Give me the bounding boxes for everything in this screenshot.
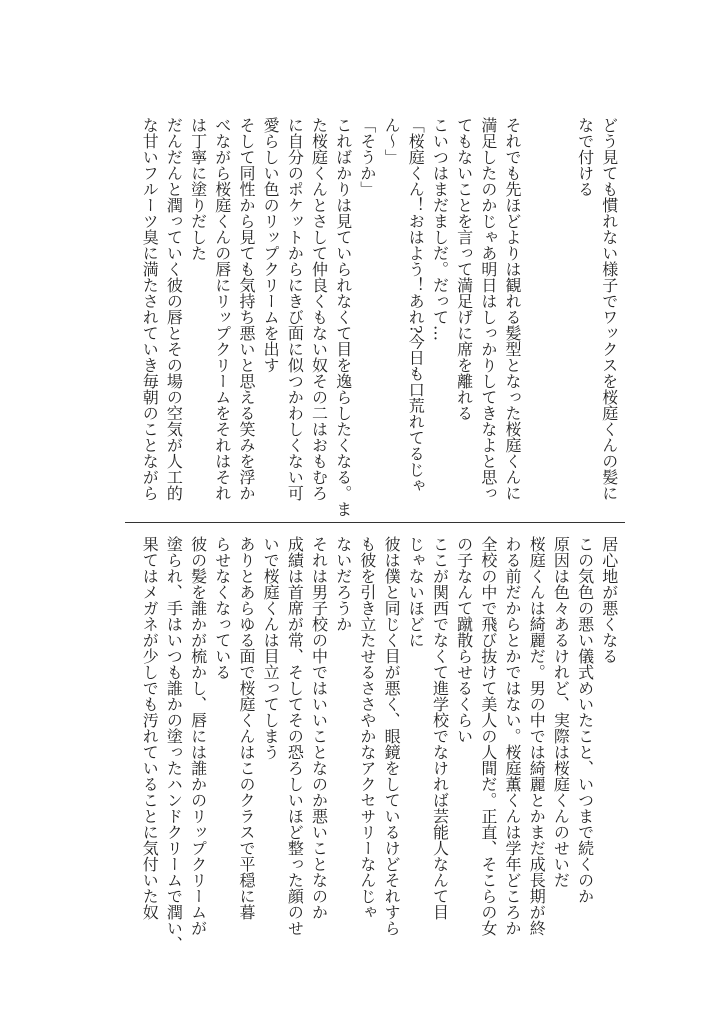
- text-line: 果てはメガネが少しでも汚れていることに気付いた奴: [140, 536, 160, 920]
- bottom-text-block: [137, 536, 621, 952]
- text-line: べながら桜庭くんの唇にリップクリームをそれはそれ: [212, 117, 232, 501]
- text-line: 塗られ、手はいつも誰かの塗ったハンドクリームで潤い、: [164, 536, 184, 952]
- text-line: の子なんて蹴散らせるくらい: [454, 536, 474, 744]
- text-line: だんだんと潤っていく彼の唇とその場の空気が人工的: [164, 117, 184, 501]
- text-line: らせなくなっている: [212, 536, 232, 680]
- text-line: に自分のポケットからにきび面に似つかわしくない可: [285, 117, 305, 501]
- text-line: わる前だからとかではない。桜庭薫くんは学年どころか: [503, 536, 522, 936]
- text-line: た桜庭くんとさして仲良くもない奴その二はおもむろ: [309, 117, 329, 501]
- text-line: 「そうか」: [357, 117, 377, 197]
- text-line: ん〜」: [382, 117, 402, 165]
- text-line: 「桜庭くん！おはよう！あれ?今日も口荒れてるじゃ: [406, 117, 426, 494]
- text-line: 原因は色々あるけれど、実際は桜庭くんのせいだ: [551, 536, 571, 888]
- text-line: そして同性から見ても気持ち悪いと思える笑みを浮か: [236, 117, 256, 501]
- page-divider: [125, 522, 625, 523]
- text-line: この気色の悪い儀式めいたこと、いつまで続くのか: [575, 536, 595, 904]
- text-line: 愛らしい色のリップクリームを出す: [261, 117, 281, 373]
- text-line: てもないことを言って満足げに席を離れる: [454, 117, 474, 421]
- text-line: それでも先ほどよりは観れる髪型となった桜庭くんに: [503, 117, 522, 501]
- text-line: ありとあらゆる面で桜庭くんはこのクラスで平穏に暮: [236, 536, 256, 920]
- text-line: こればかりは見ていられなくて目を逸らしたくなる。ま: [333, 117, 353, 517]
- top-text-block: [137, 117, 621, 517]
- text-line: 成績は首席が常、そしてその恐ろしいほど整った顔のせ: [285, 536, 305, 936]
- text-line: 彼の髪を誰かが梳かし、唇には誰かのリップクリームが: [188, 536, 208, 936]
- blank-line: [524, 117, 548, 517]
- text-line: ここが関西でなくて進学校でなければ芸能人なんて目: [430, 536, 450, 920]
- text-line: なで付ける: [575, 117, 595, 197]
- text-line: 居心地が悪くなる: [599, 536, 619, 664]
- text-line: じゃないほどに: [406, 536, 426, 648]
- text-line: は丁寧に塗りだした: [188, 117, 208, 261]
- text-line: いで桜庭くんは目立ってしまう: [261, 536, 281, 760]
- text-line: な甘いフルーツ臭に満たされていき毎朝のことながら: [140, 117, 160, 501]
- text-line: どう見ても慣れない様子でワックスを桜庭くんの髪に: [599, 117, 619, 501]
- blank-line: [548, 117, 572, 517]
- text-line: ないだろうか: [333, 536, 353, 632]
- text-line: 全校の中で飛び抜けて美人の人間だ。正直、そこらの女: [478, 536, 498, 936]
- text-line: 彼は僕と同じく目が悪く、眼鏡をしているけどそれすら: [382, 536, 402, 936]
- text-line: こいつはまだましだ。だって…: [430, 117, 450, 341]
- text-line: それは男子校の中ではいいことなのか悪いことなのか: [309, 536, 329, 920]
- text-line: 桜庭くんは綺麗だ。男の中では綺麗とかまだ成長期が終: [527, 536, 547, 936]
- text-line: も彼を引き立たせるささやかなアクセサリーなんじゃ: [357, 536, 377, 920]
- text-line: 満足したのかじゃあ明日はしっかりしてきなよと思っ: [478, 117, 498, 501]
